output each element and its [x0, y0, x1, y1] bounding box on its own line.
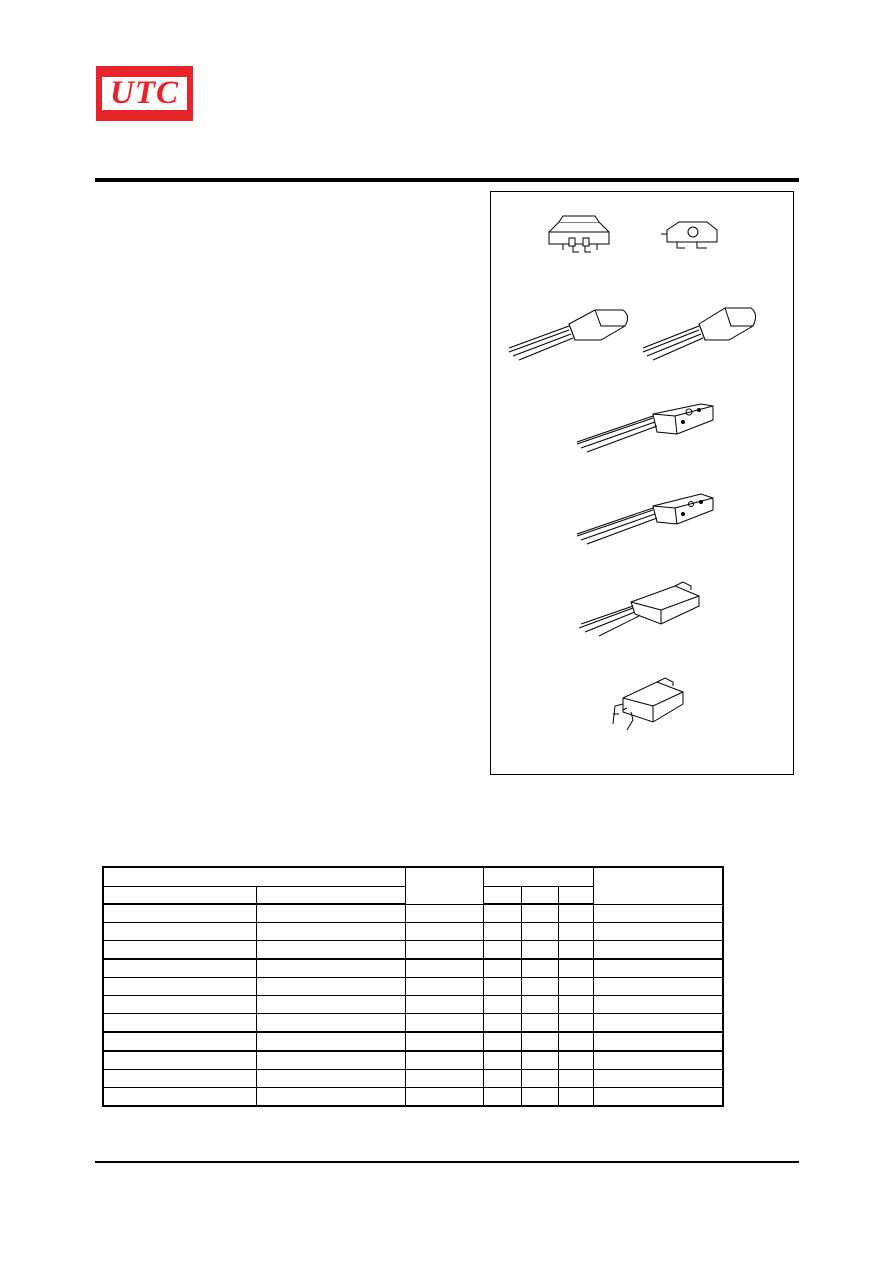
table-cell	[483, 904, 521, 923]
table-cell	[483, 996, 521, 1014]
to-251-package-icon	[579, 582, 699, 636]
table-row	[103, 1032, 723, 1051]
table-cell	[405, 978, 483, 996]
table-cell	[256, 1070, 405, 1088]
table-cell	[405, 941, 483, 960]
table-cell	[558, 941, 593, 960]
table-cell	[405, 996, 483, 1014]
to-92-package-icon	[509, 310, 628, 360]
table-cell	[103, 1032, 256, 1051]
table-cell	[558, 996, 593, 1014]
table-header-cell	[103, 887, 256, 905]
table-cell	[521, 996, 558, 1014]
table-cell	[103, 959, 256, 978]
ordering-info-table	[102, 866, 724, 1107]
table-cell	[593, 959, 723, 978]
table-header-cell	[593, 867, 723, 904]
table-header-cell	[558, 887, 593, 905]
table-row	[103, 1070, 723, 1088]
table-cell	[558, 1070, 593, 1088]
table-cell	[103, 1051, 256, 1070]
utc-logo-inner	[102, 77, 187, 110]
table-cell	[521, 978, 558, 996]
table-cell	[558, 1014, 593, 1033]
table-cell	[558, 1032, 593, 1051]
table-cell	[103, 996, 256, 1014]
table-cell	[256, 978, 405, 996]
table-cell	[256, 923, 405, 941]
table-cell	[483, 1051, 521, 1070]
table-header-cell	[483, 867, 593, 887]
table-cell	[483, 1070, 521, 1088]
table-cell	[483, 1032, 521, 1051]
table-row	[103, 1088, 723, 1107]
table-cell	[405, 1088, 483, 1107]
table-header-cell	[405, 867, 483, 904]
table-cell	[521, 1051, 558, 1070]
table-cell	[256, 996, 405, 1014]
table-header-cell	[483, 887, 521, 905]
table-header-row	[103, 867, 723, 887]
table-row	[103, 959, 723, 978]
table-header-cell	[256, 887, 405, 905]
table-cell	[103, 904, 256, 923]
table-cell	[405, 959, 483, 978]
table-cell	[593, 1051, 723, 1070]
header-rule	[95, 178, 799, 182]
table-cell	[405, 1070, 483, 1088]
table-row	[103, 978, 723, 996]
table-cell	[483, 1088, 521, 1107]
table-cell	[593, 941, 723, 960]
package-outline-box	[490, 191, 794, 775]
table-cell	[483, 1014, 521, 1033]
table-row	[103, 1051, 723, 1070]
table-cell	[103, 1070, 256, 1088]
table-cell	[521, 923, 558, 941]
table-cell	[521, 1014, 558, 1033]
table-header-cell	[103, 867, 405, 887]
table-cell	[256, 1014, 405, 1033]
table-cell	[405, 923, 483, 941]
table-row	[103, 904, 723, 923]
table-cell	[103, 923, 256, 941]
table-header-cell	[521, 887, 558, 905]
table-cell	[103, 1014, 256, 1033]
table-cell	[593, 1070, 723, 1088]
table-cell	[558, 959, 593, 978]
table-cell	[256, 904, 405, 923]
table-cell	[521, 904, 558, 923]
table-cell	[593, 923, 723, 941]
table-cell	[593, 1088, 723, 1107]
utc-logo	[96, 66, 193, 121]
table-cell	[256, 941, 405, 960]
table-row	[103, 996, 723, 1014]
sot-223-package-icon	[549, 216, 609, 252]
to-92l-package-icon	[643, 308, 756, 360]
table-cell	[405, 1051, 483, 1070]
table-cell	[521, 1088, 558, 1107]
table-cell	[405, 904, 483, 923]
table-cell	[256, 1088, 405, 1107]
footer-rule	[95, 1161, 799, 1163]
table-cell	[103, 941, 256, 960]
table-cell	[103, 1088, 256, 1107]
table-cell	[593, 1032, 723, 1051]
table-cell	[558, 904, 593, 923]
table-cell	[405, 1014, 483, 1033]
table-cell	[521, 1032, 558, 1051]
table-cell	[593, 996, 723, 1014]
table-row	[103, 941, 723, 960]
table-cell	[521, 941, 558, 960]
table-cell	[256, 959, 405, 978]
sot-89-package-icon	[661, 222, 717, 248]
table-cell	[558, 1051, 593, 1070]
table-cell	[483, 923, 521, 941]
table-cell	[558, 923, 593, 941]
table-row	[103, 923, 723, 941]
table-cell	[483, 978, 521, 996]
table-cell	[256, 1032, 405, 1051]
table-cell	[593, 904, 723, 923]
table-cell	[521, 959, 558, 978]
to-126-package-icon	[577, 404, 713, 452]
table-row	[103, 1014, 723, 1033]
table-cell	[103, 978, 256, 996]
table-cell	[593, 978, 723, 996]
to-126c-package-icon	[577, 494, 713, 544]
table-cell	[256, 1051, 405, 1070]
table-cell	[558, 1088, 593, 1107]
table-cell	[483, 941, 521, 960]
utc-logo-text: UTC	[110, 75, 179, 111]
table-cell	[593, 1014, 723, 1033]
to-252-package-icon	[613, 678, 683, 730]
table-cell	[483, 959, 521, 978]
table-cell	[521, 1070, 558, 1088]
table-cell	[558, 978, 593, 996]
table-cell	[405, 1032, 483, 1051]
